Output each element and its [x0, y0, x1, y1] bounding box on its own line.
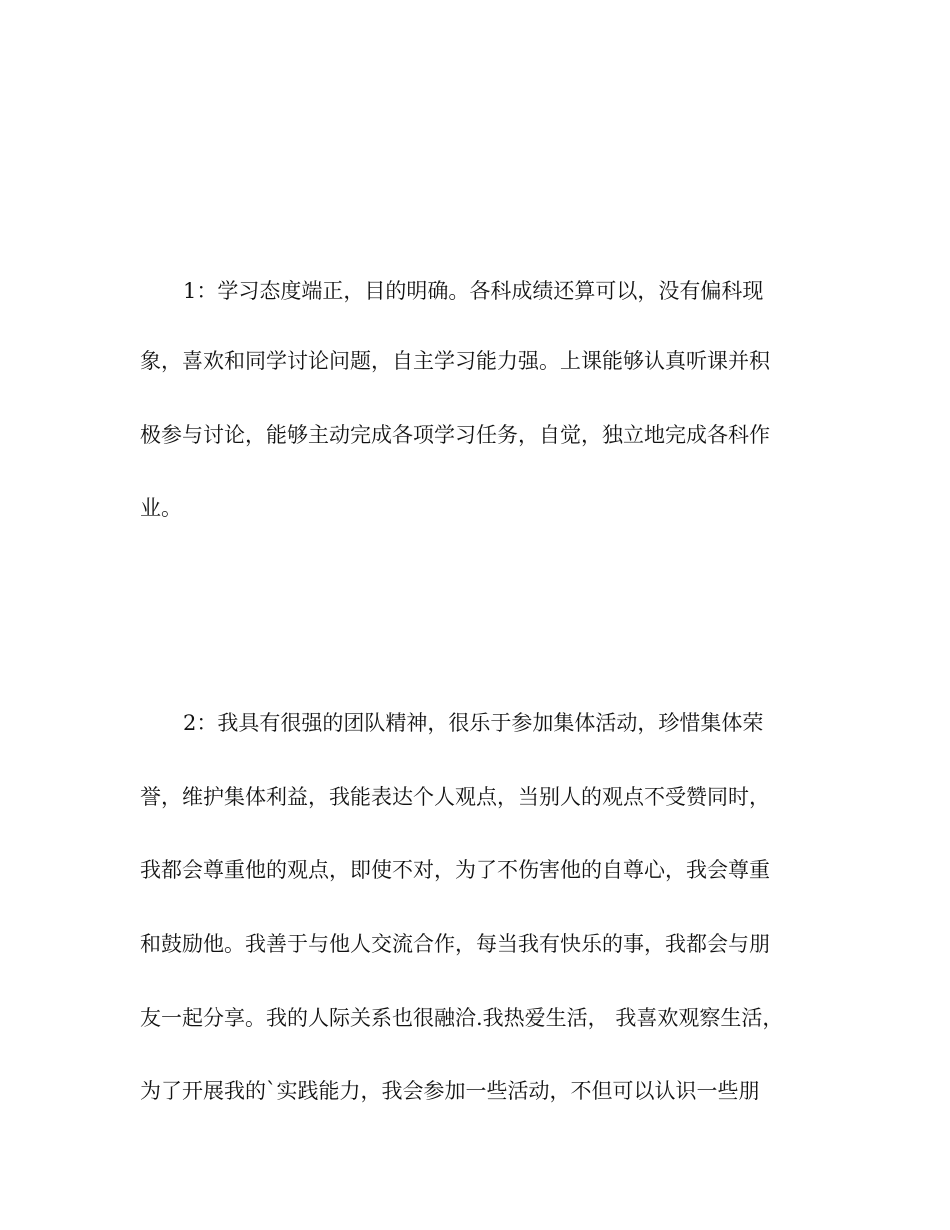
paragraph-line: 1：学习态度端正，目的明确。各科成绩还算可以，没有偏科现: [183, 279, 764, 303]
paragraph-line: 2：我具有很强的团队精神，很乐于参加集体活动，珍惜集体荣: [183, 711, 764, 735]
paragraph-line: 业。: [140, 496, 182, 520]
paragraph-line: 象，喜欢和同学讨论问题，自主学习能力强。上课能够认真听课并积: [140, 349, 770, 373]
paragraph-line: 我都会尊重他的观点，即使不对，为了不伤害他的自尊心，我会尊重: [140, 858, 770, 882]
paragraph-line: 友一起分享。我的人际关系也很融洽.我热爱生活， 我喜欢观察生活，: [140, 1006, 784, 1030]
paragraph-line: 和鼓励他。我善于与他人交流合作，每当我有快乐的事，我都会与朋: [140, 932, 770, 956]
paragraph-line: 为了开展我的`实践能力，我会参加一些活动，不但可以认识一些朋: [140, 1079, 760, 1103]
paragraph-line: 极参与讨论，能够主动完成各项学习任务，自觉，独立地完成各科作: [140, 423, 770, 447]
paragraph-line: 誉，维护集体利益，我能表达个人观点，当别人的观点不受赞同时，: [140, 785, 770, 809]
